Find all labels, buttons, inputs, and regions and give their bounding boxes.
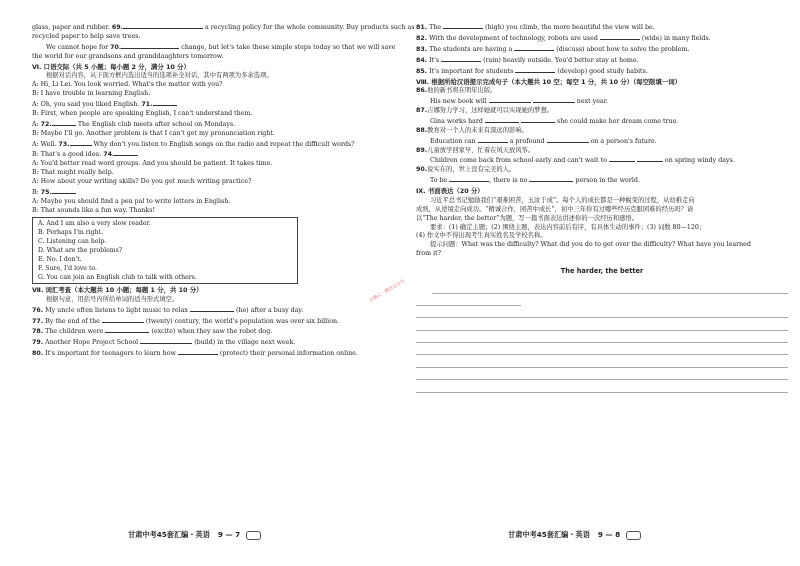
- dialog-line: A: Well. 73. Why don't you listen to English songs on the radio and repeat the difficult words?: [32, 140, 355, 148]
- footer-title: 甘肃中考45套汇编・英语: [508, 530, 590, 539]
- writing-line[interactable]: [432, 281, 788, 293]
- writing-line[interactable]: [416, 380, 788, 392]
- options-box: [32, 217, 298, 284]
- translation-answer: Gina works hard she could make her dream come true.: [430, 117, 679, 125]
- writing-prompt: 以“The harder, the better”为题，写一篇书面表达讲述你的一次经历和感悟。: [416, 214, 639, 222]
- option-item: F. Sure, I'd love to.: [38, 265, 98, 273]
- dialog-line: B: Maybe I'll go. Another problem is that I can't get my pronunciation right.: [32, 129, 275, 137]
- translation-answer: Children come back from school early and can't wait to on spring windy days.: [430, 157, 735, 165]
- vocab-item: 77. By the end of the (twenty) century, the world's population was over six billion.: [32, 317, 340, 325]
- vocab-item: 85. It's important for students (develop) good study habits.: [416, 67, 648, 75]
- translation-item: 86.他的新书将在明年出版。: [416, 87, 497, 95]
- dialog-line: A: 72. The English club meets after school on Mondays.: [32, 120, 236, 128]
- translation-item: 88.教育对一个人的未来有深远的影响。: [416, 126, 528, 134]
- footer-left: [128, 530, 261, 540]
- section-title-vocabulary: Ⅶ. 词汇考查（本大题共 10 小题；每题 1 分，共 10 分）: [32, 286, 203, 295]
- writing-hint: from it?: [416, 250, 442, 258]
- vocab-item: 82. With the development of technology, robots are used (wide) in many fields.: [416, 34, 711, 42]
- section-title-dialogue: Ⅵ. 口语交际（共 5 小题；每小题 2 分，满分 10 分）: [32, 62, 190, 71]
- dialog-line: B: First, when people are speaking English, I can't understand them.: [32, 109, 253, 117]
- watermark: 正确云 · 微信公众号: [368, 279, 407, 304]
- translation-item: 87.吉娜努力学习，这样她就可以实现她的梦想。: [416, 106, 554, 114]
- right-page: [400, 0, 800, 566]
- option-item: C. Listening can help.: [38, 237, 107, 245]
- option-item: E. No. I don't.: [38, 256, 82, 263]
- page-number: 9 — 8: [597, 530, 621, 539]
- section-title-translation: Ⅷ. 根据所给汉语提示完成句子（本大题共 10 空；每空 1 分，共 10 分）（每空限填一词）: [416, 77, 682, 86]
- translation-item: 90.说实在的，世上没有完美的人。: [416, 166, 516, 174]
- writing-line[interactable]: [416, 294, 521, 306]
- dialog-line: B: I have trouble in learning English.: [32, 90, 151, 98]
- writing-requirements: 要求：(1) 确定主题；(2) 围绕主题，表达内容前后有序，有具体生动的事件；(3) 词数 80—120；: [430, 223, 706, 231]
- section-instruction: 根据句意，用括号内所给单词的适当形式填空。: [46, 295, 179, 303]
- writing-line[interactable]: [416, 368, 788, 380]
- footer-right: [508, 530, 641, 540]
- dialog-line: A: Hi, Li Lei. You look worried. What's the matter with you?: [32, 81, 223, 89]
- dialog-line: A: Maybe you should find a pen pal to write letters in English.: [32, 198, 231, 205]
- writing-line[interactable]: [416, 318, 788, 330]
- dialog-line: B: That's a good idea. 74.: [32, 149, 388, 160]
- publisher-logo-icon: [626, 531, 641, 540]
- translation-answer: To be , there is no person in the world.: [430, 177, 640, 185]
- writing-line[interactable]: [416, 306, 788, 318]
- writing-line[interactable]: [416, 355, 788, 367]
- passage-line: the world for our grandsons and granddaughters tomorrow.: [32, 52, 224, 60]
- page-number: 9 — 7: [217, 530, 241, 539]
- dialog-line: A: You'd better read word groups. And you should be patient. It takes time.: [32, 160, 273, 168]
- translation-item: 89.儿童放学回家早，忙着在风天放风筝。: [416, 146, 535, 154]
- publisher-logo-icon: [246, 531, 261, 540]
- translation-answer: His new book will next year.: [430, 98, 609, 106]
- writing-line[interactable]: [416, 331, 788, 343]
- vocab-item: 78. The children were (excite) when they saw the robot dog.: [32, 328, 273, 336]
- vocab-item: 81. The (high) you climb, the more beautiful the view will be.: [416, 24, 655, 31]
- dialog-line: B: 75.: [32, 187, 388, 198]
- option-item: D. What are the problems?: [38, 246, 123, 254]
- section-instruction: 根据对话内容，从下面方框内选出适当的选项补全对话，其中有两项为多余选项。: [46, 72, 273, 80]
- option-item: B. Perhaps I'm right.: [38, 228, 104, 236]
- option-item: G. You can join an English club to talk with others.: [38, 274, 197, 282]
- passage-line: We cannot hope for 70. change, but let's take these simple steps today so that we will save: [46, 43, 396, 51]
- option-item: A. And I am also a very slow reader.: [38, 219, 151, 227]
- translation-answer: Education can a profound on a person's future.: [430, 137, 657, 145]
- dialog-line: A: Oh, you said you liked English. 71.: [32, 99, 388, 110]
- vocab-item: 79. Another Hope Project School (build) in the village next week.: [32, 339, 296, 347]
- vocab-item: 83. The students are having a (discuss) about how to solve the problem.: [416, 45, 690, 53]
- dialog-line: A: How about your writing skills? Do you get much writing practice?: [32, 178, 252, 186]
- vocab-item: 80. It's important for teenagers to learn how (protect) their personal information online.: [32, 350, 358, 358]
- writing-requirements: (4) 作文中不得出现考生真实姓名及学校名称。: [416, 232, 547, 240]
- writing-prompt: 成熟，从逆境走向成功。“精诚合作，困苦中成长”，初中三年你有过哪些经历克服困难的经历吗？请: [416, 205, 694, 213]
- section-title-writing: Ⅸ. 书面表达（20 分）: [416, 187, 484, 196]
- vocab-item: 84. It's (rain) heavily outside. You'd better stay at home.: [416, 56, 639, 64]
- writing-area[interactable]: [416, 281, 788, 393]
- writing-prompt: 习近平总书记勉励我们“艰难困苦，玉汝于成”。每个人的成长都是一种蜕变的过程，从幼稚走向: [430, 196, 695, 204]
- passage-line: recycled paper to help save trees.: [32, 32, 141, 40]
- dialog-line: B: That sounds like a fun way. Thanks!: [32, 206, 155, 214]
- essay-title: The harder, the better: [560, 267, 644, 276]
- writing-line[interactable]: [416, 343, 788, 355]
- dialog-line: B: That might really help.: [32, 169, 114, 177]
- vocab-item: 76. My uncle often listens to light music to relax (he) after a busy day.: [32, 306, 304, 314]
- writing-hint: 提示问题：What was the difficulty? What did you do to get over the difficulty? What have you learned: [430, 241, 751, 249]
- passage-line: glass, paper and rubber. 69. a recycling policy for the whole community. Buy products such as: [32, 24, 415, 31]
- footer-title: 甘肃中考45套汇编・英语: [128, 530, 210, 539]
